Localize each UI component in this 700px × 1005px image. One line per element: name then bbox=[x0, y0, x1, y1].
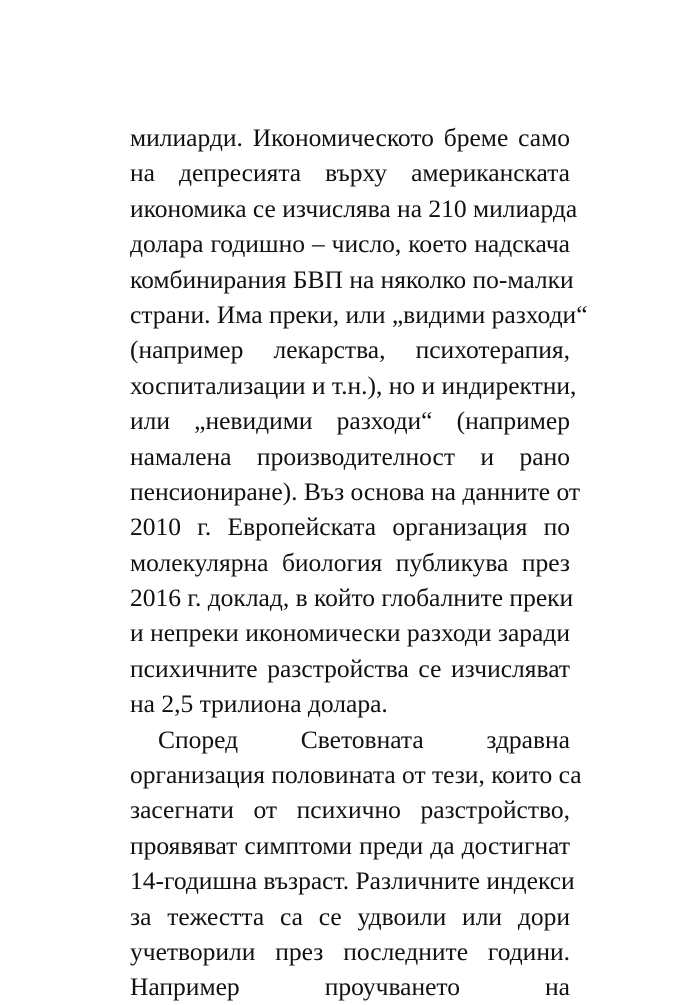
text-line-12: 2010 г. Европейската организация по bbox=[130, 512, 570, 542]
text-line-4: долара годишно – число, което надскача bbox=[130, 229, 570, 259]
text-line-11: пенсиониране). Въз основа на данните от bbox=[130, 476, 580, 506]
text-line-14: 2016 г. доклад, в който глобалните преки bbox=[130, 583, 574, 613]
body-text bbox=[130, 120, 588, 1005]
text-line-21: проявяват симптоми преди да достигнат bbox=[130, 830, 570, 860]
text-line-7: (например лекарства, психотерапия, bbox=[130, 335, 570, 365]
text-line-23: за тежестта са се удвоили или дори bbox=[130, 901, 570, 931]
text-line-9: или „невидими разходи“ (например bbox=[130, 406, 570, 436]
text-line-10: намалена производителност и рано bbox=[130, 441, 570, 471]
text-line-24: учетворили през последните години. bbox=[130, 936, 570, 966]
text-line-18: Според Световната здравна bbox=[158, 724, 570, 754]
text-line-22: 14-годишна възраст. Различните индекси bbox=[130, 866, 575, 896]
text-line-15: и непреки икономически разходи заради bbox=[130, 618, 570, 648]
text-line-13: молекулярна биология публикува през bbox=[130, 547, 570, 577]
text-line-5: комбинирания БВП на няколко по-малки bbox=[130, 264, 574, 294]
text-line-17: на 2,5 трилиона долара. bbox=[130, 689, 388, 719]
text-line-2: на депресията върху американската bbox=[130, 158, 570, 188]
text-line-20: засегнати от психично разстройство, bbox=[130, 795, 570, 825]
text-line-19: организация половината от тези, които са bbox=[130, 760, 582, 790]
text-line-6: страни. Има преки, или „видими разходи“ bbox=[130, 299, 588, 329]
text-line-8: хоспитализации и т.н.), но и индиректни, bbox=[130, 370, 577, 400]
text-line-1: милиарди. Икономическото бреме само bbox=[130, 123, 570, 152]
text-line-16: психичните разстройства се изчисляват bbox=[130, 653, 570, 683]
text-line-3: икономика се изчислява на 210 милиарда bbox=[130, 193, 578, 223]
text-line-25: Например проучването на bbox=[130, 972, 570, 1002]
